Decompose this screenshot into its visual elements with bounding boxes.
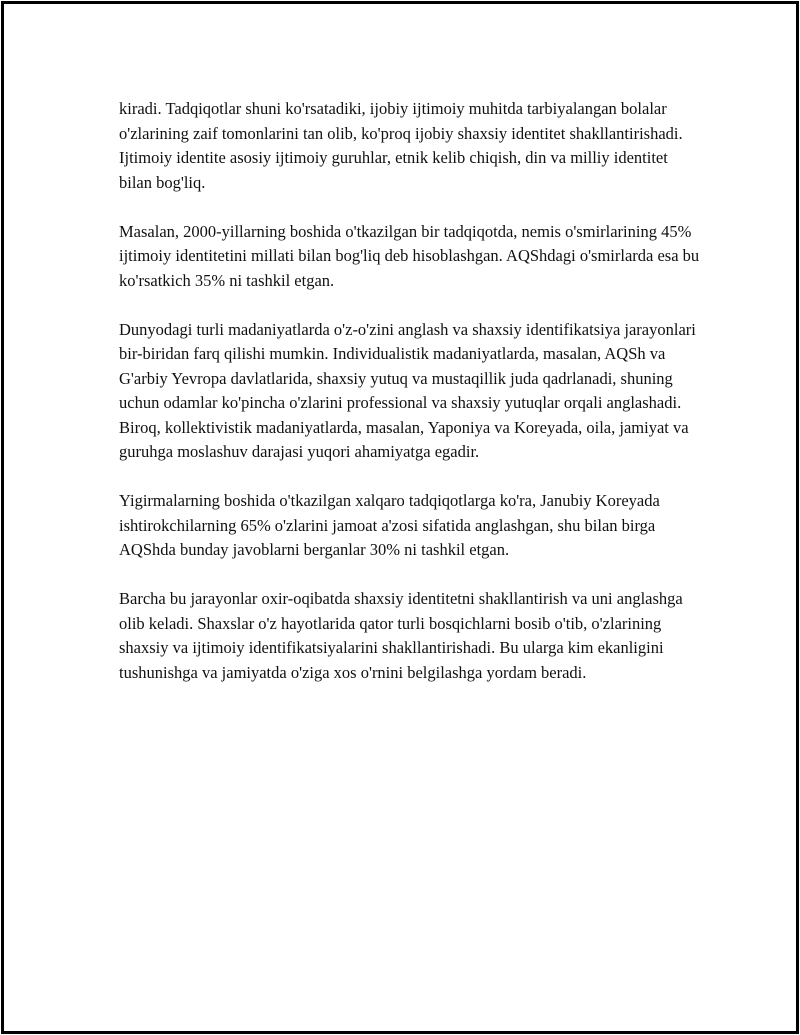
paragraph-3: Dunyodagi turli madaniyatlarda o'z-o'zini anglash va shaxsiy identifikatsiya jarayonlari bir-biridan farq qilishi mumkin. Individualistik madaniyatlarda, masalan, AQSh va G'arbiy Yevropa davlatlarida, shaxsiy yutuq va mustaqillik juda qadrlanadi, shuning uchun odamlar ko'pincha o'zlarini professional va shaxsiy yutuqlar orqali anglashadi. Biroq, kollektivistik madaniyatlarda, masalan, Yaponiya va Koreyada, oila, jamiyat va guruhga moslashuv darajasi yuqori ahamiyatga egadir. [119,319,696,461]
paragraph-4: Yigirmalarning boshida o'tkazilgan xalqaro tadqiqotlarga ko'ra, Janubiy Koreyada ishtirokchilarning 65% o'zlarini jamoat a'zosi sifatida anglashgan, shu bilan birga AQShda bunday javoblarni berganlar 30% ni tashkil etgan. [119,491,660,559]
paragraph-5: Barcha bu jarayonlar oxir-oqibatda shaxsiy identitetni shakllantirish va uni anglashga olib keladi. Shaxslar o'z hayotlarida qator turli bosqichlarni bosib o'tib, o'zlarining shaxsiy va ijtimoiy identifikatsiyalarini shakllantirishadi. Bu ularga kim ekanligini tushunishga va jamiyatda o'ziga xos o'rnini belgilashga yordam beradi. [119,589,683,682]
paragraph-1: kiradi. Tadqiqotlar shuni ko'rsatadiki, ijobiy ijtimoiy muhitda tarbiyalangan bolalar o'zlarining zaif tomonlarini tan olib, ko'proq ijobiy shaxsiy identitet shakllantirishadi. Ijtimoiy identite asosiy ijtimoiy guruhlar, etnik kelib chiqish, din va milliy identitet bilan bog'liq. [119,99,683,192]
document-page [1,1,799,1034]
document-body [119,97,704,710]
paragraph-2: Masalan, 2000-yillarning boshida o'tkazilgan bir tadqiqotda, nemis o'smirlarining 45% ijtimoiy identitetini millati bilan bog'liq deb hisoblashgan. AQShdagi o'smirlarda esa bu ko'rsatkich 35% ni tashkil etgan. [119,221,700,290]
